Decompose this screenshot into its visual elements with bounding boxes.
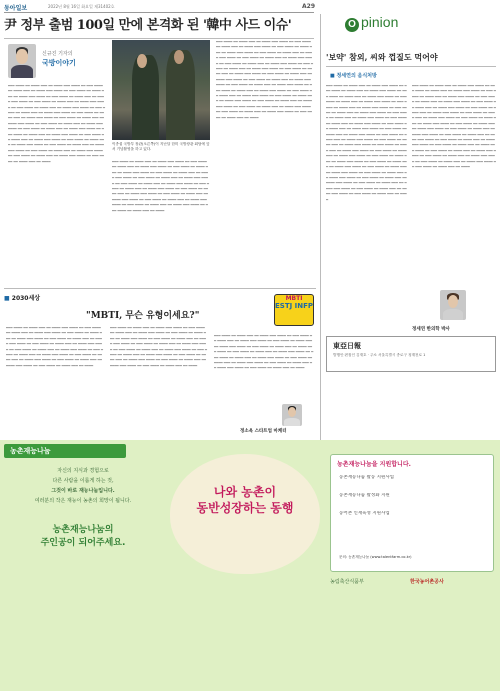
section-2030-author: 정소옥 스타트업 마케터 — [240, 429, 287, 434]
article-photo — [112, 40, 210, 140]
ad-center-graphic — [170, 454, 320, 574]
ad-corp: 한국농어촌공사 — [410, 579, 444, 585]
author-portrait — [8, 44, 36, 78]
author-name: 신규진 기자의 — [42, 51, 73, 57]
ad-slogan — [8, 524, 158, 550]
opinion-logo-letter: O — [345, 18, 359, 32]
mbti-letters: ESTJ INFP — [275, 302, 314, 310]
article-column-3: ━━━ ━━━━ ━━ ━━━━ ━━━ ━━ ━━━━ ━━━ ━━━━ ━━ ━━━ ━━━━ ━━ ━━━━ ━━━ ━━ ━━━━ ━━━ ━━━━ ━━ ━━━ ━━━━ ━━ ━━━━ ━━━ ━━ ━━━━ ━━━ ━━━━ ━━ ━━━ ━━━━ ━━ ━━━━ ━━━ ━━ ━━━━ ━━━ ━━━━ ━━ ━━━ ━━━━ ━━ ━━━━ ━━━ ━━ ━━━━ ━━━ ━━━━ ━━ ━━━ ━━━━ ━━ ━━━━ ━━━ ━━ ━━━━ ━━━ ━━━━ ━━ ━━━ ━━━━ ━━ ━━━━ ━━━ ━━ ━━━━ ━━━ ━━━━ ━━ ━━━ ━━━━ ━━ ━━━━ ━━━ ━━ ━━━━ ━━━ ━━━━ ━━ ━━━ ━━━━ ━━ ━━━━ ━━━ ━━ ━━━━ ━━━ ━━━━ ━━ ━━━ ━━━━ ━━ ━━━━ ━━━ ━━ ━━━━ ━━━ ━━━━ ━━ ━━━ ━━━━ ━━ ━━━━ ━━━ ━━ ━━━━ ━━━ ━━━━ ━━ ━━━ ━━━━ ━━ ━━━━ ━━━ ━━ ━━━━ ━━━ ━━━━ ━━ ━━━ ━━━━ ━━ ━━━━ ━━━ ━━ ━━━━ ━━━ ━━━━ ━━ ━━━ ━━━━ ━━ ━━━━ ━━━ ━━ ━━━━ ━━━ ━━━━ ━━ ━━━ ━━━━ ━━ ━━━━ ━━━ ━━ ━━━━ ━━━ ━━━━ ━━ ━━━ ━━━━ ━━ ━━━━ ━━━ ━━ ━━━━ ━━━ ━━━━ ━━ ━━━ ━━━━ ━━ ━━━━ ━━━ ━━ ━━━━ ━━━ ━━━━ ━━ ━━━ ━━━━ ━━ ━━━━ ━━━ ━━ ━━━━ — [216, 40, 314, 120]
section-2030-column-1: ━━━ ━━━━ ━━ ━━━━ ━━━ ━━ ━━━━ ━━━ ━━━━ ━━ ━━━ ━━━━ ━━ ━━━━ ━━━ ━━ ━━━━ ━━━ ━━━━ ━━ ━━━ ━━━━ ━━ ━━━━ ━━━ ━━ ━━━━ ━━━ ━━━━ ━━ ━━━ ━━━━ ━━ ━━━━ ━━━ ━━ ━━━━ ━━━ ━━━━ ━━ ━━━ ━━━━ ━━ ━━━━ ━━━ ━━ ━━━━ ━━━ ━━━━ ━━ ━━━ ━━━━ ━━ ━━━━ ━━━ ━━ ━━━━ ━━━ ━━━━ ━━ ━━━ ━━━━ ━━ ━━━━ ━━━ ━━ ━━━━ ━━━ ━━━━ ━━ ━━━ ━━━━ ━━ ━━━━ ━━━ ━━ ━━━━ ━━━ ━━━━ ━━ ━━━ ━━━━ ━━ ━━━━ ━━━ ━━ ━━━━ ━━━ ━━━━ ━━ ━━━ ━━━━ ━━ ━━━━ ━━━ ━━ ━━━━ — [6, 326, 104, 368]
ad-right-item-3: 농어촌 인재육성 지원사업 — [339, 511, 390, 516]
masthead-paper: 東亞日報 — [333, 341, 361, 350]
ad-left-copy — [8, 466, 158, 506]
ad-copy-line-4: 여러분의 작은 재능이 농촌의 희망이 됩니다. — [34, 498, 132, 504]
page-number: A29 — [302, 3, 315, 10]
ad-right-box — [330, 454, 494, 572]
header-divider — [4, 12, 314, 13]
section-2030-title: "MBTI, 무슨 유형이세요?" — [86, 311, 200, 321]
masthead-line: 발행인·편집인 김재호 · 주소 서울특별시 종로구 청계천로 1 — [333, 353, 426, 357]
right-article-title: '보약' 참외, 씨와 껍질도 먹어야 — [326, 52, 438, 62]
ad-center-title — [182, 484, 308, 516]
right-article-subtitle: ■ 정세연의 음식처방 — [330, 73, 377, 79]
article-column-1: ━━━ ━━━━ ━━ ━━━━ ━━━ ━━ ━━━━ ━━━ ━━━━ ━━ ━━━ ━━━━ ━━ ━━━━ ━━━ ━━ ━━━━ ━━━ ━━━━ ━━ ━━━ ━━━━ ━━ ━━━━ ━━━ ━━ ━━━━ ━━━ ━━━━ ━━ ━━━ ━━━━ ━━ ━━━━ ━━━ ━━ ━━━━ ━━━ ━━━━ ━━ ━━━ ━━━━ ━━ ━━━━ ━━━ ━━ ━━━━ ━━━ ━━━━ ━━ ━━━ ━━━━ ━━ ━━━━ ━━━ ━━ ━━━━ ━━━ ━━━━ ━━ ━━━ ━━━━ ━━ ━━━━ ━━━ ━━ ━━━━ ━━━ ━━━━ ━━ ━━━ ━━━━ ━━ ━━━━ ━━━ ━━ ━━━━ ━━━ ━━━━ ━━ ━━━ ━━━━ ━━ ━━━━ ━━━ ━━ ━━━━ ━━━ ━━━━ ━━ ━━━ ━━━━ ━━ ━━━━ ━━━ ━━ ━━━━ ━━━ ━━━━ ━━ ━━━ ━━━━ ━━ ━━━━ ━━━ ━━ ━━━━ ━━━ ━━━━ ━━ ━━━ ━━━━ ━━ ━━━━ ━━━ ━━ ━━━━ ━━━ ━━━━ ━━ ━━━ ━━━━ ━━ ━━━━ ━━━ ━━ ━━━━ ━━━ ━━━━ ━━ ━━━ ━━━━ ━━ ━━━━ ━━━ ━━ ━━━━ ━━━ ━━━━ ━━ ━━━ ━━━━ ━━ ━━━━ ━━━ ━━ ━━━━ ━━━ ━━━━ ━━ ━━━ ━━━━ ━━ ━━━━ ━━━ ━━ ━━━━ ━━━ ━━━━ ━━ ━━━ ━━━━ ━━ ━━━━ ━━━ ━━ ━━━━ ━━━ ━━━━ ━━ ━━━ ━━━━ ━━ ━━━━ ━━━ ━━ ━━━━ — [8, 84, 106, 164]
ad-right-item-2: 농촌재능나눔 활성화 지원 — [339, 493, 390, 498]
ad-center-title-line-2: 동반성장하는 동행 — [196, 501, 294, 515]
ad-right-title: 농촌재능나눔을 지원합니다. — [337, 461, 411, 468]
ad-banner — [0, 440, 500, 691]
right-author: 정세연 한의학 박사 — [412, 327, 450, 332]
ad-slogan-line-1: 농촌재능나눔의 — [52, 525, 114, 535]
main-headline: 尹 정부 출범 100일 만에 본격화 된 '韓中 사드 이슈' — [4, 18, 292, 33]
right-column-1: ━━━ ━━━━ ━━ ━━━━ ━━━ ━━ ━━━━ ━━━ ━━━━ ━━ ━━━ ━━━━ ━━ ━━━━ ━━━ ━━ ━━━━ ━━━ ━━━━ ━━ ━━━ ━━━━ ━━ ━━━━ ━━━ ━━ ━━━━ ━━━ ━━━━ ━━ ━━━ ━━━━ ━━ ━━━━ ━━━ ━━ ━━━━ ━━━ ━━━━ ━━ ━━━ ━━━━ ━━ ━━━━ ━━━ ━━ ━━━━ ━━━ ━━━━ ━━ ━━━ ━━━━ ━━ ━━━━ ━━━ ━━ ━━━━ ━━━ ━━━━ ━━ ━━━ ━━━━ ━━ ━━━━ ━━━ ━━ ━━━━ ━━━ ━━━━ ━━ ━━━ ━━━━ ━━ ━━━━ ━━━ ━━ ━━━━ ━━━ ━━━━ ━━ ━━━ ━━━━ ━━ ━━━━ ━━━ ━━ ━━━━ ━━━ ━━━━ ━━ ━━━ ━━━━ ━━ ━━━━ ━━━ ━━ ━━━━ ━━━ ━━━━ ━━ ━━━ ━━━━ ━━ ━━━━ ━━━ ━━ ━━━━ ━━━ ━━━━ ━━ ━━━ ━━━━ ━━ ━━━━ ━━━ ━━ ━━━━ ━━━ ━━━━ ━━ ━━━ ━━━━ ━━ ━━━━ ━━━ ━━ ━━━━ ━━━ ━━━━ ━━ ━━━ ━━━━ ━━ ━━━━ ━━━ ━━ ━━━━ ━━━ ━━━━ ━━ ━━━ ━━━━ ━━ ━━━━ ━━━ ━━ ━━━━ ━━━ ━━━━ ━━ ━━━ ━━━━ ━━ ━━━━ ━━━ ━━ ━━━━ ━━━ ━━━━ ━━ ━━━ ━━━━ ━━ ━━━━ ━━━ ━━ ━━━━ ━━━ ━━━━ ━━ ━━━ ━━━━ ━━ ━━━━ ━━━ ━━ ━━━━ ━━━ ━━━━ ━━ ━━━ ━━━━ ━━ ━━━━ ━━━ ━━ ━━━━ ━━━ ━━━━ ━━ ━━━ ━━━━ ━━ ━━━━ ━━━ ━━ ━━━━ ━━━ ━━━━ ━━ ━━━ ━━━━ ━━ ━━━━ ━━━ ━━ ━━━━ ━━━ ━━━━ ━━ ━━━ ━━━━ ━━ ━━━━ ━━━ ━━ ━━━━ — [326, 84, 407, 202]
right-column-2: ━━━ ━━━━ ━━ ━━━━ ━━━ ━━ ━━━━ ━━━ ━━━━ ━━ ━━━ ━━━━ ━━ ━━━━ ━━━ ━━ ━━━━ ━━━ ━━━━ ━━ ━━━ ━━━━ ━━ ━━━━ ━━━ ━━ ━━━━ ━━━ ━━━━ ━━ ━━━ ━━━━ ━━ ━━━━ ━━━ ━━ ━━━━ ━━━ ━━━━ ━━ ━━━ ━━━━ ━━ ━━━━ ━━━ ━━ ━━━━ ━━━ ━━━━ ━━ ━━━ ━━━━ ━━ ━━━━ ━━━ ━━ ━━━━ ━━━ ━━━━ ━━ ━━━ ━━━━ ━━ ━━━━ ━━━ ━━ ━━━━ ━━━ ━━━━ ━━ ━━━ ━━━━ ━━ ━━━━ ━━━ ━━ ━━━━ ━━━ ━━━━ ━━ ━━━ ━━━━ ━━ ━━━━ ━━━ ━━ ━━━━ ━━━ ━━━━ ━━ ━━━ ━━━━ ━━ ━━━━ ━━━ ━━ ━━━━ ━━━ ━━━━ ━━ ━━━ ━━━━ ━━ ━━━━ ━━━ ━━ ━━━━ ━━━ ━━━━ ━━ ━━━ ━━━━ ━━ ━━━━ ━━━ ━━ ━━━━ ━━━ ━━━━ ━━ ━━━ ━━━━ ━━ ━━━━ ━━━ ━━ ━━━━ ━━━ ━━━━ ━━ ━━━ ━━━━ ━━ ━━━━ ━━━ ━━ ━━━━ ━━━ ━━━━ ━━ ━━━ ━━━━ ━━ ━━━━ ━━━ ━━ ━━━━ ━━━ ━━━━ ━━ ━━━ ━━━━ ━━ ━━━━ ━━━ ━━ ━━━━ ━━━ ━━━━ ━━ ━━━ ━━━━ ━━ ━━━━ ━━━ ━━ ━━━━ — [412, 84, 496, 170]
opinion-logo-text: pinion — [361, 14, 399, 30]
ad-right-item-1: 농촌재능나눔 활동 지원사업 — [339, 475, 395, 480]
ad-right-contact: 문의: 농촌재능나눔 (www.talentfarm.co.kr) — [339, 555, 412, 559]
page-header — [0, 0, 500, 12]
headline-divider — [4, 38, 314, 39]
ad-brand: 농촌재능나눔 — [4, 444, 126, 458]
photo-caption: 이종섭 국방부 장관(오른쪽)이 지난달 한미 국방장관 회담에 앞서 기념촬영을 하고 있다. — [112, 142, 210, 152]
ad-copy-line-1: 자신의 지식과 경험으로 — [57, 468, 109, 474]
ad-copy-line-3: 그것이 바로 재능나눔입니다. — [51, 488, 115, 494]
mbti-badge: MBTI — [285, 295, 303, 302]
right-author-portrait — [440, 290, 466, 320]
right-title-divider — [326, 66, 496, 67]
section-2030-column-2: ━━━ ━━━━ ━━ ━━━━ ━━━ ━━ ━━━━ ━━━ ━━━━ ━━ ━━━ ━━━━ ━━ ━━━━ ━━━ ━━ ━━━━ ━━━ ━━━━ ━━ ━━━ ━━━━ ━━ ━━━━ ━━━ ━━ ━━━━ ━━━ ━━━━ ━━ ━━━ ━━━━ ━━ ━━━━ ━━━ ━━ ━━━━ ━━━ ━━━━ ━━ ━━━ ━━━━ ━━ ━━━━ ━━━ ━━ ━━━━ ━━━ ━━━━ ━━ ━━━ ━━━━ ━━ ━━━━ ━━━ ━━ ━━━━ ━━━ ━━━━ ━━ ━━━ ━━━━ ━━ ━━━━ ━━━ ━━ ━━━━ ━━━ ━━━━ ━━ ━━━ ━━━━ ━━ ━━━━ ━━━ ━━ ━━━━ ━━━ ━━━━ ━━ ━━━ ━━━━ ━━ ━━━━ ━━━ ━━ ━━━━ ━━━ ━━━━ ━━ ━━━ ━━━━ ━━ ━━━━ ━━━ ━━ ━━━━ — [110, 326, 208, 368]
masthead-box — [326, 336, 496, 372]
ad-ministry: 농림축산식품부 — [330, 579, 364, 585]
section-tag-2030: ■ 2030세상 — [4, 293, 40, 302]
ad-copy-line-2: 다른 사람을 이롭게 하는 것, — [52, 478, 114, 484]
date-line: 2022년 8월 16일 화요일 제31402호 — [48, 4, 115, 9]
ad-slogan-line-2: 주인공이 되어주세요. — [40, 538, 126, 548]
ad-center-title-line-1: 나와 농촌이 — [213, 485, 277, 499]
article-column-2: ━━━ ━━━━ ━━ ━━━━ ━━━ ━━ ━━━━ ━━━ ━━━━ ━━ ━━━ ━━━━ ━━ ━━━━ ━━━ ━━ ━━━━ ━━━ ━━━━ ━━ ━━━ ━━━━ ━━ ━━━━ ━━━ ━━ ━━━━ ━━━ ━━━━ ━━ ━━━ ━━━━ ━━ ━━━━ ━━━ ━━ ━━━━ ━━━ ━━━━ ━━ ━━━ ━━━━ ━━ ━━━━ ━━━ ━━ ━━━━ ━━━ ━━━━ ━━ ━━━ ━━━━ ━━ ━━━━ ━━━ ━━ ━━━━ ━━━ ━━━━ ━━ ━━━ ━━━━ ━━ ━━━━ ━━━ ━━ ━━━━ ━━━ ━━━━ ━━ ━━━ ━━━━ ━━ ━━━━ ━━━ ━━ ━━━━ ━━━ ━━━━ ━━ ━━━ ━━━━ ━━ ━━━━ ━━━ ━━ ━━━━ ━━━ ━━━━ ━━ ━━━ ━━━━ ━━ ━━━━ ━━━ ━━ ━━━━ ━━━ ━━━━ ━━ ━━━ ━━━━ ━━ ━━━━ ━━━ ━━ ━━━━ ━━━ ━━━━ ━━ ━━━ ━━━━ ━━ ━━━━ ━━━ ━━ ━━━━ — [112, 160, 210, 213]
section-2030-column-3: ━━━ ━━━━ ━━ ━━━━ ━━━ ━━ ━━━━ ━━━ ━━━━ ━━ ━━━ ━━━━ ━━ ━━━━ ━━━ ━━ ━━━━ ━━━ ━━━━ ━━ ━━━ ━━━━ ━━ ━━━━ ━━━ ━━ ━━━━ ━━━ ━━━━ ━━ ━━━ ━━━━ ━━ ━━━━ ━━━ ━━ ━━━━ ━━━ ━━━━ ━━ ━━━ ━━━━ ━━ ━━━━ ━━━ ━━ ━━━━ ━━━ ━━━━ ━━ ━━━ ━━━━ ━━ ━━━━ ━━━ ━━ ━━━━ ━━━ ━━━━ ━━ ━━━ ━━━━ ━━ ━━━━ ━━━ ━━ ━━━━ ━━━ ━━━━ ━━ ━━━ ━━━━ ━━ ━━━━ ━━━ ━━ ━━━━ ━━━ ━━━━ ━━ ━━━ ━━━━ ━━ ━━━━ ━━━ ━━ ━━━━ — [214, 334, 314, 371]
paper-name: 동아일보 — [4, 5, 28, 12]
mbti-badge-box — [274, 294, 314, 326]
opinion-logo — [345, 14, 398, 32]
section-2030-author-portrait — [282, 404, 302, 426]
author-column-title: 국방이야기 — [42, 59, 76, 67]
section-divider — [4, 288, 316, 289]
